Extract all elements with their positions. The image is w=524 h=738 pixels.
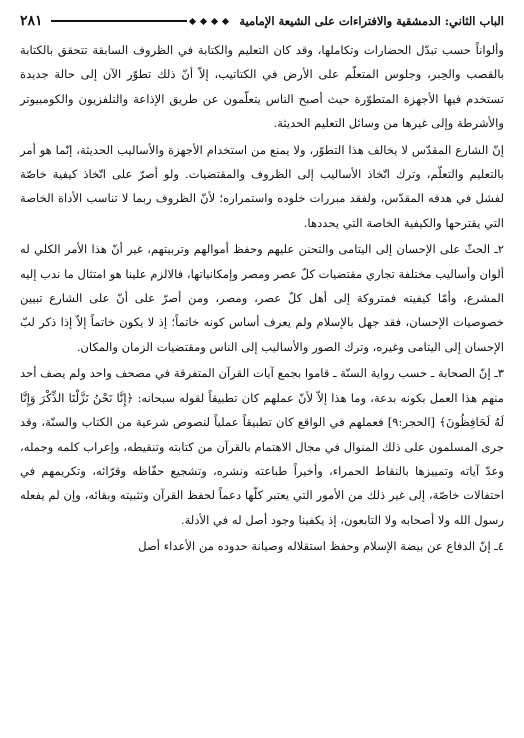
page-number: ٢٨١	[20, 13, 43, 29]
paragraph: وألواناً حسب تبدّل الحضارات وتكاملها، وقد كان التعليم والكتابة في الظروف السابقة تتحقق بالكتابة بالقصب والحِبر، وجلوس المتعلّم على الأرض في الكتاتيب، إلاّ أنّ ذلك تطوّر الآن إلى حالة جديدة تستخدم فيها الأجهزة المتطوّرة حيث أصبح الناس يتعلّمون عن طريق الإذاعة والتلفزيون والكومبيوتر والأشرطة وإلى غيرها من وسائل التعليم الحديثة.	[20, 43, 505, 131]
paragraph: إنّ الشارع المقدّس لا يخالف هذا التطوّر، ولا يمنع من استخدام الأجهزة والأساليب الحديثة، إنّما هو أمر بالتعليم والتعلّم، وترك اتّخاذ الأساليب إلى الظروف والمقتضيات. ولو أصرّ على اتّخاذ كيفية خاصّة لفشل في هدفه المقدّس، ولفقد مبررات خلوده واستمراره؛ لأنّ الظروف ربما لا تناسب الأداة الخاصة التي يقترحها والكيفية الخاصة التي يحددها.	[20, 142, 504, 230]
paragraph: ٤ـ إنّ الدفاع عن بيضة الإسلام وحفظ استقلاله وصيانة حدوده من الأعداء أصل	[138, 539, 504, 554]
paragraph: ٣ـ إنّ الصحابة ـ حسب رواية السنّة ـ قاموا بجمع آيات القرآن المتفرقة في مصحف واحد ولم يصف أحد منهم هذا العمل بكونه بدعة، وما هذا إلاّ لأنّ عملهم كان تطبيقاً لقوله سبحانه: ﴿إِنَّا نَحْنُ نَزَّلْنَا الذِّكْرَ وَإِنَّا لَهُ لَحَافِظُونَ﴾ [الحجر:٩] فعملهم في الواقع كان تطبيقاً عملياً لنصوص شرعية من الكتاب والسنّة، وقد جرى المسلمون على ذلك المنوال في مجال الاهتمام بالقرآن من كتابته وتنقيطه، وإعراب كلمه وجمله، وعدّ آياته وتمييزها بالنقاط الحمراء، وأخيراً طباعته ونشره، وتشجيع حفّاظه وقرّائه، وتكريمهم في احتفالات خاصّة، إلى غير ذلك من الأمور التي يعتبر كلّها دعماً لحفظ القرآن وتثبيته وبقائه، وإن لم يفعله رسول الله ولا أصحابه ولا التابعون، إذ يكفينا وجود أصل له في الأدلة.	[20, 366, 504, 527]
diamond-ornament-icon	[200, 17, 207, 24]
chapter-title: الباب الثاني: الدمشقية والافتراءات على الشيعة الإمامية	[239, 14, 504, 28]
paragraph: ٢ـ الحثّ على الإحسان إلى اليتامى والتحنن عليهم وحفظ أموالهم وتربيتهم، غير أنّ هذا الأمر الكلي له ألوان وأساليب مختلفة تجاري مقتضيات كلّ عصر ومصر وإمكانياتها، فالالزم علينا هو امتثال ما ندب إليه المشرع، وأمّا كيفيته فمتروكة إلى أهل كلّ عصر، ومصر، ومن أصرّ على أنّ على الشارع تبيين خصوصيات الإحسان، فقد جهل بالإسلام ولم يعرف أساس كونه خاتماً؛ إذ لا يكون خاتماً إلاّ إذا ذكر لبّ الإحسان إلى اليتامى وغيره، وترك الصور والأساليب إلى الناس ومقتضيات الزمان والمكان.	[20, 242, 504, 354]
rule-line	[51, 20, 188, 22]
body-text	[20, 38, 504, 559]
running-header	[20, 10, 504, 32]
header-ornament-rule	[51, 19, 232, 24]
diamond-ornament-icon	[211, 17, 218, 24]
diamond-ornament-icon	[222, 17, 229, 24]
diamond-ornament-icon	[189, 17, 196, 24]
document-page	[20, 10, 504, 559]
